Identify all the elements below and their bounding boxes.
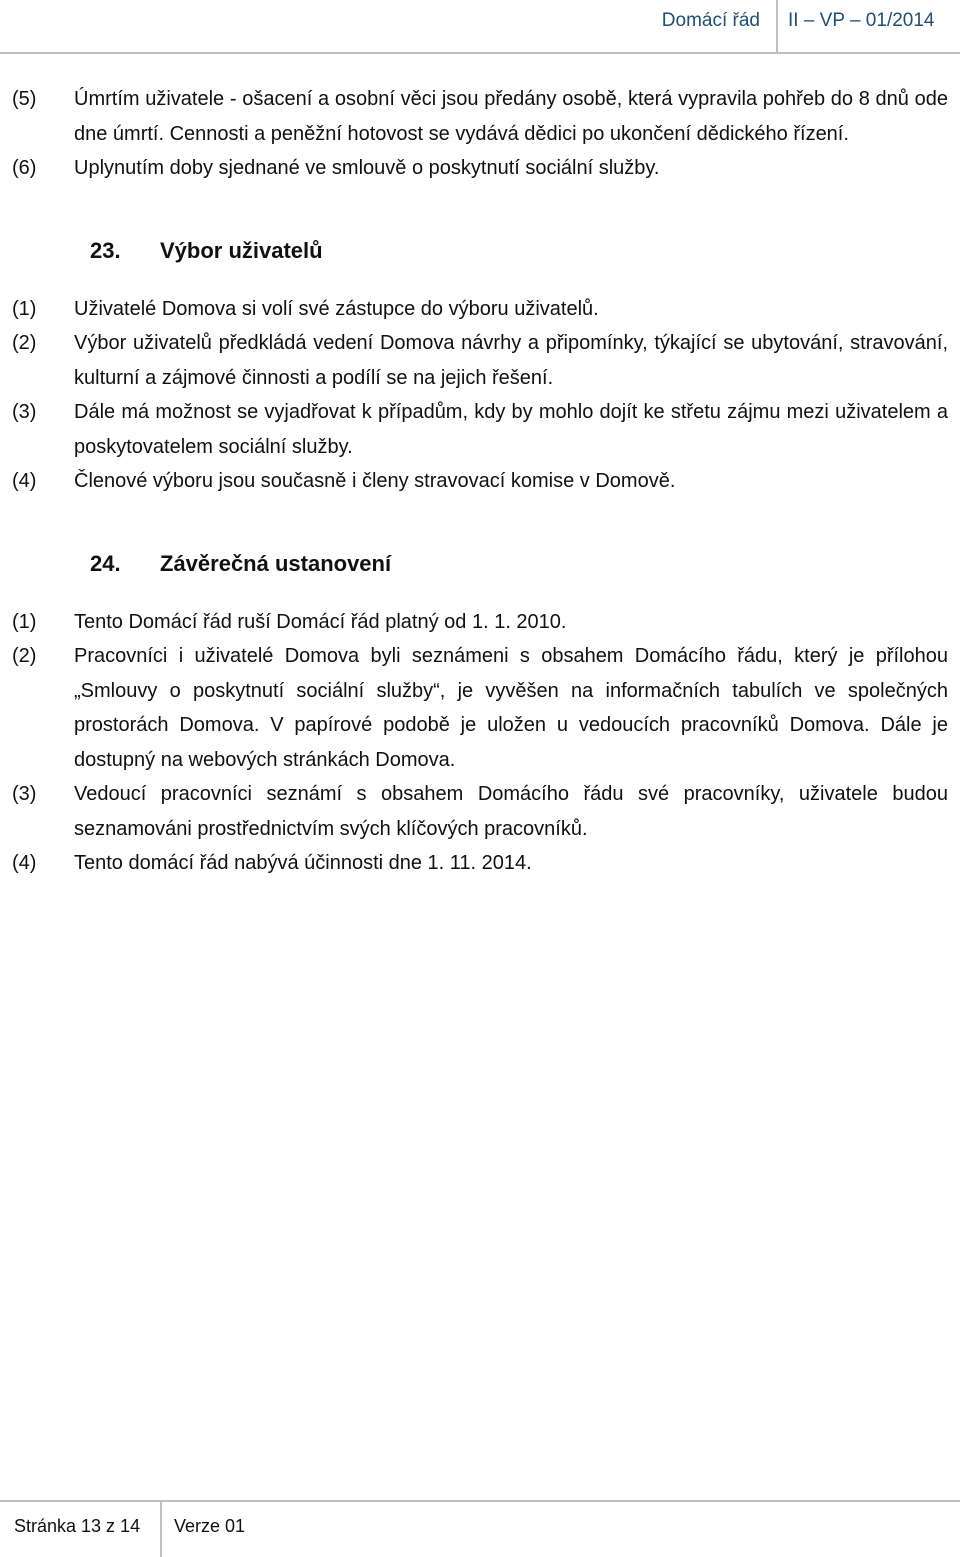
- item-text: Úmrtím uživatele - ošacení a osobní věci jsou předány osobě, která vypravila pohřeb do 8 dnů ode dne úmrtí. Cennosti a peněžní hotovost se vydává dědici po ukončení dědického řízení.: [74, 88, 948, 145]
- item-text: Tento domácí řád nabývá účinnosti dne 1. 11. 2014.: [74, 852, 532, 874]
- item-number: (4): [12, 852, 37, 874]
- list-item: [0, 639, 960, 777]
- item-number: (3): [12, 401, 37, 423]
- section-number: 24.: [90, 550, 121, 576]
- list-item: [0, 151, 960, 186]
- section-title: Závěrečná ustanovení: [160, 550, 392, 576]
- header-divider: [776, 0, 778, 52]
- item-text: Členové výboru jsou současně i členy stravovací komise v Domově.: [74, 470, 676, 492]
- item-text: Tento Domácí řád ruší Domácí řád platný od 1. 1. 2010.: [74, 610, 567, 633]
- footer-page-number: Stránka 13 z 14: [14, 1516, 141, 1536]
- footer-version: Verze 01: [174, 1516, 246, 1536]
- item-number: (1): [12, 610, 37, 633]
- header-doc-number: II – VP – 01/2014: [788, 10, 935, 31]
- item-text: Pracovníci i uživatelé Domova byli seznámeni s obsahem Domácího řádu, který je přílohou „Smlouvy o poskytnutí sociální služby“, je vyvěšen na informačních tabulích ve společných prostorách Domova. V papírové podobě je uložen u vedoucích pracovníků Domova. Dále je dostupný na webových stránkách Domova.: [74, 645, 948, 771]
- item-number: (2): [12, 645, 37, 667]
- page-header: [0, 0, 960, 52]
- section-number: 23.: [90, 237, 121, 263]
- list-item: [0, 82, 960, 151]
- item-text: Uplynutím doby sjednané ve smlouvě o poskytnutí sociální služby.: [74, 157, 660, 179]
- footer-rule: [0, 1500, 960, 1502]
- list-item: [0, 846, 960, 881]
- item-number: (5): [12, 88, 37, 110]
- header-title: Domácí řád: [661, 10, 760, 31]
- item-number: (3): [12, 783, 37, 805]
- list-item: [0, 777, 960, 846]
- document-content: [0, 82, 960, 881]
- item-number: (4): [12, 470, 37, 492]
- section-title: Výbor uživatelů: [160, 237, 323, 263]
- item-text: Dále má možnost se vyjadřovat k případům, kdy by mohlo dojít ke střetu zájmu mezi uživatelem a poskytovatelem sociální služby.: [74, 401, 948, 458]
- item-text: Výbor uživatelů předkládá vedení Domova návrhy a připomínky, týkající se ubytování, stravování, kulturní a zájmové činnosti a podílí se na jejich řešení.: [74, 332, 948, 389]
- section-heading-23: [0, 234, 960, 268]
- item-number: (1): [12, 297, 37, 320]
- item-number: (6): [12, 157, 37, 179]
- list-item: [0, 326, 960, 395]
- section-heading-24: [0, 547, 960, 581]
- list-item: [0, 395, 960, 464]
- list-item: [0, 605, 960, 640]
- header-rule: [0, 52, 960, 54]
- footer-divider: [160, 1500, 162, 1557]
- list-item: [0, 292, 960, 327]
- item-text: Uživatelé Domova si volí své zástupce do výboru uživatelů.: [74, 297, 599, 320]
- item-text: Vedoucí pracovníci seznámí s obsahem Domácího řádu své pracovníky, uživatele budou seznamováni prostřednictvím svých klíčových pracovníků.: [74, 783, 948, 840]
- list-item: [0, 464, 960, 499]
- item-number: (2): [12, 332, 37, 354]
